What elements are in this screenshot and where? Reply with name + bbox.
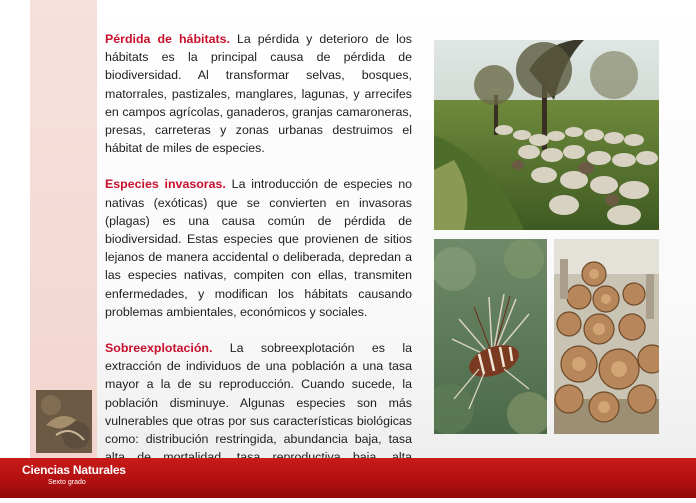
section-heading: Sobreexplotación. bbox=[105, 341, 213, 356]
text-column bbox=[105, 30, 412, 503]
logs-photo bbox=[554, 239, 659, 434]
footer-title: Ciencias Naturales bbox=[22, 463, 126, 477]
section-habitat-loss bbox=[105, 30, 412, 157]
thumbnail-photo bbox=[36, 390, 92, 453]
section-heading: Especies invasoras. bbox=[105, 177, 226, 192]
section-body: La pérdida y deterioro de los hábitats es la principal causa de pérdida de biodiversidad. Al transformar selvas, bosques, matorrales, pastizales, manglares, lagunas, y arrecifes en campos agrícolas, ganaderos, granjas camaroneras, presas, carreteras y zonas urbanas destruimos el hábitat de miles de especies. bbox=[105, 32, 412, 156]
section-body: La introducción de especies no nativas (exóticas) que se convierten en invasoras (plagas) es una causa común de pérdida de biodiversidad. Estas especies que provienen de sitios lejanos de manera accidental o deliberada, depredan a las especies nativas, compiten con ellas, transmiten enfermedades, y modifican los hábitats causando problemas ambientales, económicos y sociales. bbox=[105, 177, 412, 319]
footer-bar bbox=[0, 458, 696, 498]
section-heading: Pérdida de hábitats. bbox=[105, 32, 230, 46]
section-invasive-species bbox=[105, 175, 412, 321]
sheep-grazing-photo bbox=[434, 40, 659, 230]
lionfish-photo bbox=[434, 239, 547, 434]
footer-subtitle: Sexto grado bbox=[48, 479, 86, 486]
section-body: La sobreexplotación es la extracción de individuos de una población a una tasa mayor a la de su reproducción. Cuando sucede, la población disminuye. Algunas especies son más vulnerables que otras por sus características biológicas como: distribución restringida, abundancia baja, tasa bbox=[105, 341, 412, 447]
